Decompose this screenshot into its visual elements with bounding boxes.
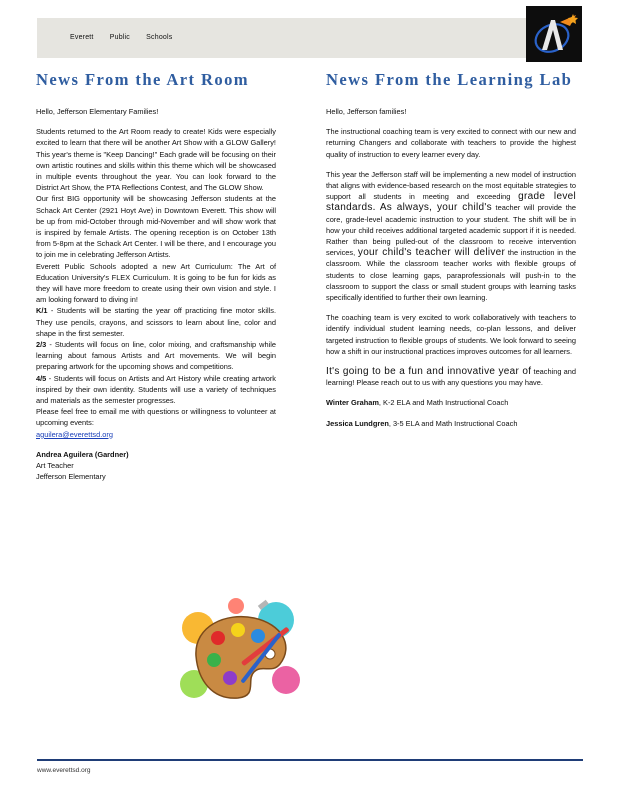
lab-paragraph-1: The instructional coaching team is very excited to connect with our new and returning Changers and collaborate with teachers to provide the highest quality of instruction to every learner every day. [326,127,576,159]
lab-paragraph-4 [326,366,576,388]
lab-p2a: This year the Jefferson staff will be implementing a new model of instruction that aligns with evidence-based research on the most equitable strategies to support all students in meeting and exceeding [326,169,576,202]
signature-name: Andrea Aguilera (Gardner) [36,449,129,459]
signature-school: Jefferson Elementary [36,472,106,482]
lab-p4: teaching and learning! Please reach out to us with any questions you may have. [326,367,576,388]
grade-k1 [36,305,276,339]
district-word: Public [109,34,130,41]
coach-name: Jessica Lundgren [326,418,389,428]
lab-p2b: grade level standards. As always, your child's [326,191,576,214]
art-intro: Students returned to the Art Room ready to create! Kids were especially excited to learn that there will be another Art Show with a GLOW Gallery! This year's theme is "Keep Dancing!" Each grade will be focusing on their own artistic routines and skills within this theme which will be showcased in multiple events throughout the year. You can look forward to the District Art Show, the PTA Reflections Contest, and The GLOW Show. [36,127,276,193]
lab-paragraph-3: The coaching team is very excited to work collaboratively with teachers to identify individual student learning needs, co-plan lessons, and deliver targeted instruction to flexible groups of students. We look forward to seeing how a shift in our instructional practices improves outcomes for all learners. [326,313,576,356]
art-opportunity: Our first BIG opportunity will be showcasing Jefferson students at the Schack Art Center (2921 Hoyt Ave) in Downtown Everett. This show will be up from mid-October through mid-November and will show work that is inspired by female Artists. The opening reception is on October 13th from 5-8pm at the Schack Art Center. I will be there, and I encourage you to join me in celebrating Jefferson Artists. [36,194,276,260]
footer-rule [37,759,583,761]
grade-23 [36,339,276,373]
footer-url: www.everettsd.org [37,767,91,774]
lab-greeting: Hello, Jefferson families! [326,107,407,116]
art-curriculum: Everett Public Schools adopted a new Art Curriculum: The Art of Education University's FLEX Curriculum. It is going to be fun for kids as they will have more freedom to create using their own vision and style. I am looking forward to diving in! [36,261,276,305]
art-contact: Please feel free to email me with questions or willingness to volunteer at upcoming events: [36,407,276,428]
grade-text: - Students will focus on Artists and Art History while creating artwork inspired by their own identity. Students will use a variety of techniques and materials as the semester progresses. [36,373,276,406]
learning-lab-column [326,70,576,438]
lab-p2e: the instruction in the classroom. While the classroom teacher works with flexible groups of students to close learning gaps, paraprofessionals will push-in to the classroom to support the class or small student groups with learning tasks specifically identified to further their own learning. [326,248,576,303]
art-signature [36,449,276,483]
art-room-column [36,70,276,483]
coach-name: Winter Graham [326,398,379,408]
grade-text: - Students will focus on line, color mixing, and craftsmanship while learning about famous Artists and Art movements. We will begin preparing artwork for the upcoming shows and competitions. [36,340,276,372]
art-room-title: News From the Art Room [36,70,249,89]
paint-palette-illustration [176,598,306,710]
grade-45 [36,373,276,407]
grade-label: 4/5 [36,373,47,383]
lab-p2c: teacher will provide the core, grade-level academic instruction to your student. The shift will be in how your child receives additional targeted academic support if it is needed. Rather than being pulled-out of the classroom to receive intervention services, [326,203,576,258]
grade-label: K/1 [36,306,48,316]
district-word: Schools [146,34,173,41]
grade-text: - Students will be starting the year off practicing fine motor skills. They use pencils, crayons, and scissors to learn about line, color and shape in the first semester. [36,306,276,338]
grade-label: 2/3 [36,340,47,350]
art-greeting: Hello, Jefferson Elementary Families! [36,107,159,116]
signature-role: Art Teacher [36,461,74,471]
learning-lab-title: News From the Learning Lab [326,70,573,89]
art-body [36,126,276,440]
coach-1 [326,397,576,408]
email-line [36,429,276,440]
coach-2 [326,418,576,429]
lab-p4-big: It's going to be a fun and innovative year of [326,366,532,378]
logo-graphic [526,6,582,62]
district-name [70,34,186,41]
coach-role: , K-2 ELA and Math Instructional Coach [378,398,509,408]
district-word: Everett [70,34,94,41]
email-link[interactable]: aguilera@everettsd.org [36,429,113,439]
lab-paragraph-2 [326,169,576,303]
lab-p2d: your child's teacher will deliver [357,247,506,259]
coach-role: , 3-5 ELA and Math Instructional Coach [388,418,518,428]
school-logo [526,6,582,62]
